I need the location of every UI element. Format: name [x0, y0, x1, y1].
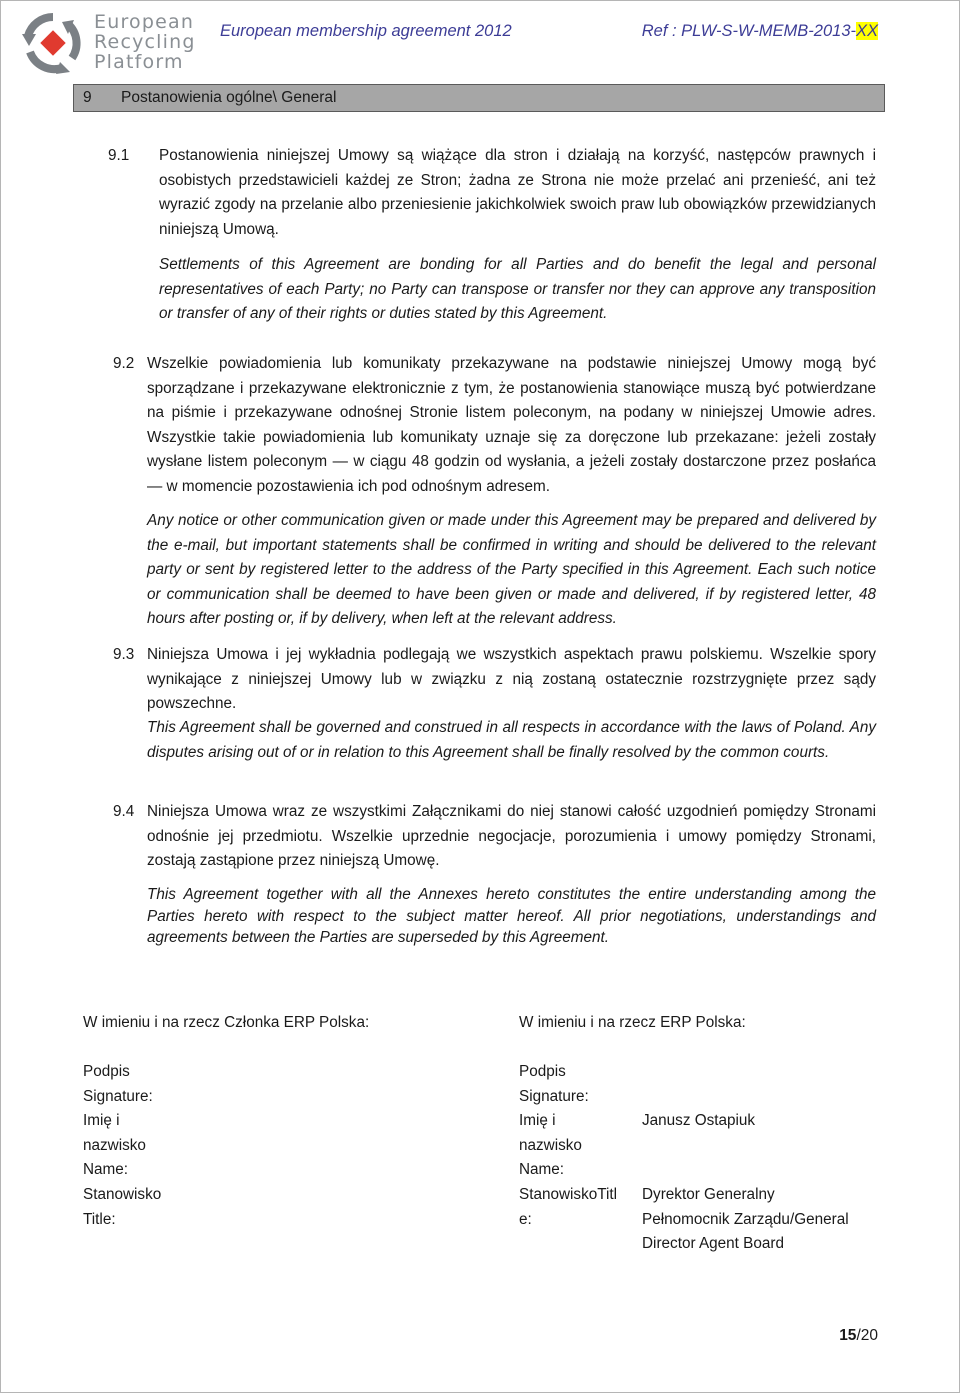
label-imie: Imię i [83, 1112, 120, 1130]
label-nazwisko: nazwisko [519, 1136, 582, 1154]
clause-text-en: Any notice or other communication given or made under this Agreement may be prepared and delivered by the e-mail, but important statements shall be confirmed in writing and should be delivered to the relevant party or sent by registered letter to the address of the Party specified in this Agreement. Each such notice or communication shall be deemed to have been given or made and delivered, if by registered letter, 48 hours after posting or, if by delivery, when left at the relevant address. [147, 512, 876, 628]
clause-text-en: Settlements of this Agreement are bonding for all Parties and do benefit the legal and personal representatives of each Party; no Party can transpose or transfer nor they can approve any transposition or transfer of any of their rights or duties stated by this Agreement. [159, 256, 876, 323]
clause-text-pl: Niniejsza Umowa wraz ze wszystkimi Załącznikami do niej stanowi całość uzgodnień pomiędzy Stronami odnośnie jej przedmiotu. Wszelkie uprzednie negocjacje, porozumienia i umowy pomiędzy Stronami, zostają zastąpione przez niniejszą Umowę. [147, 803, 876, 870]
signature-left-heading: W imieniu i na rzecz Członka ERP Polska: [83, 1014, 370, 1031]
section-number: 9 [83, 89, 92, 106]
label-title: e: [519, 1210, 532, 1228]
document-reference [642, 22, 878, 41]
page-total: /20 [856, 1327, 878, 1344]
label-signature: Signature: [83, 1087, 153, 1105]
label-podpis: Podpis [519, 1063, 566, 1080]
clause-text-en: This Agreement together with all the Annexes hereto constitutes the entire understanding among the Parties hereto with respect to the subject matter hereof. All prior negotiations, understandings and agreements between the Parties are superseded by this Agreement. [147, 886, 876, 946]
label-stanowisko: StanowiskoTitl [519, 1185, 618, 1203]
page-number [839, 1327, 878, 1345]
logo-wordmark [94, 12, 196, 72]
signatory-title [642, 1183, 849, 1257]
reference-highlight: XX [855, 22, 878, 40]
clause-number: 9.3 [113, 646, 135, 663]
clause-number: 9.2 [113, 355, 135, 372]
signature-left-labels [83, 1060, 161, 1232]
page-current: 15 [839, 1327, 857, 1344]
reference-prefix: Ref : PLW-S-W-MEMB-2013- [641, 22, 856, 40]
section-title: Postanowienia ogólne\ General [121, 89, 337, 106]
label-stanowisko: Stanowisko [83, 1185, 162, 1203]
clause-text-pl: Niniejsza Umowa i jej wykładnia podlegają we wszystkich aspektach prawu polskiemu. Wszelkie spory wynikające z niniejszej Umowy lub w związku z nią zostaną ostatecznie rozstrzygnięte przez sądy powszechne. [147, 646, 876, 713]
label-nazwisko: nazwisko [83, 1136, 146, 1154]
section-heading [73, 84, 885, 112]
recycling-logo-icon [22, 12, 84, 74]
label-imie: Imię i [519, 1112, 556, 1130]
logo-line-2: Recycling [94, 31, 196, 53]
signature-right-heading: W imieniu i na rzecz ERP Polska: [519, 1014, 746, 1031]
label-title: Title: [83, 1210, 116, 1228]
clause-text-pl: Postanowienia niniejszej Umowy są wiążące dla stron i działają na korzyść, następców prawnych i osobistych przedstawicieli każdej ze Stron; żadna ze Strona nie może przelać ani przenieść, ani też wyrazić zgody na przelanie albo przeniesienie jakichkolwiek swoich praw lub obowiązków przewidzianych niniejszą Umową. [159, 147, 876, 238]
logo-line-1: European [94, 11, 195, 33]
clause-number: 9.1 [108, 147, 130, 164]
label-name: Name: [83, 1161, 129, 1179]
label-signature: Signature: [519, 1087, 589, 1105]
signatory-title-line: Pełnomocnik Zarządu/General [642, 1210, 849, 1228]
clause-text-pl: Wszelkie powiadomienia lub komunikaty przekazywane na podstawie niniejszej Umowy mogą być sporządzane i przekazywane elektronicznie z tym, że postanowienia stanowiące muszą być potwierdzane na piśmie i przekazywane odnośnej Stronie listem poleconym, na podany w niniejszej Umowie adres. Wszystkie takie powiadomienia lub komunikaty uznaje się za doręczone lub przekazane: jeżeli zostały wysłane listem poleconym — w ciągu 48 godzin od wysłania, a jeżeli zostały dostarczone przez posłańca — w momencie pozostawienia ich pod odnośnym adresem. [147, 355, 876, 495]
label-name: Name: [519, 1161, 565, 1179]
signature-right-labels [519, 1060, 617, 1232]
logo-line-3: Platform [94, 51, 184, 73]
document-title: European membership agreement 2012 [220, 22, 512, 40]
signatory-name: Janusz Ostapiuk [642, 1112, 756, 1129]
clause-number: 9.4 [113, 803, 135, 820]
label-podpis: Podpis [83, 1063, 130, 1080]
signatory-title-line: Director Agent Board [642, 1235, 784, 1253]
erp-logo [22, 12, 202, 74]
signatory-title-line: Dyrektor Generalny [642, 1186, 775, 1203]
clause-text-en: This Agreement shall be governed and construed in all respects in accordance with the laws of Poland. Any disputes arising out of or in relation to this Agreement shall be finally resolved by the common courts. [147, 719, 876, 761]
